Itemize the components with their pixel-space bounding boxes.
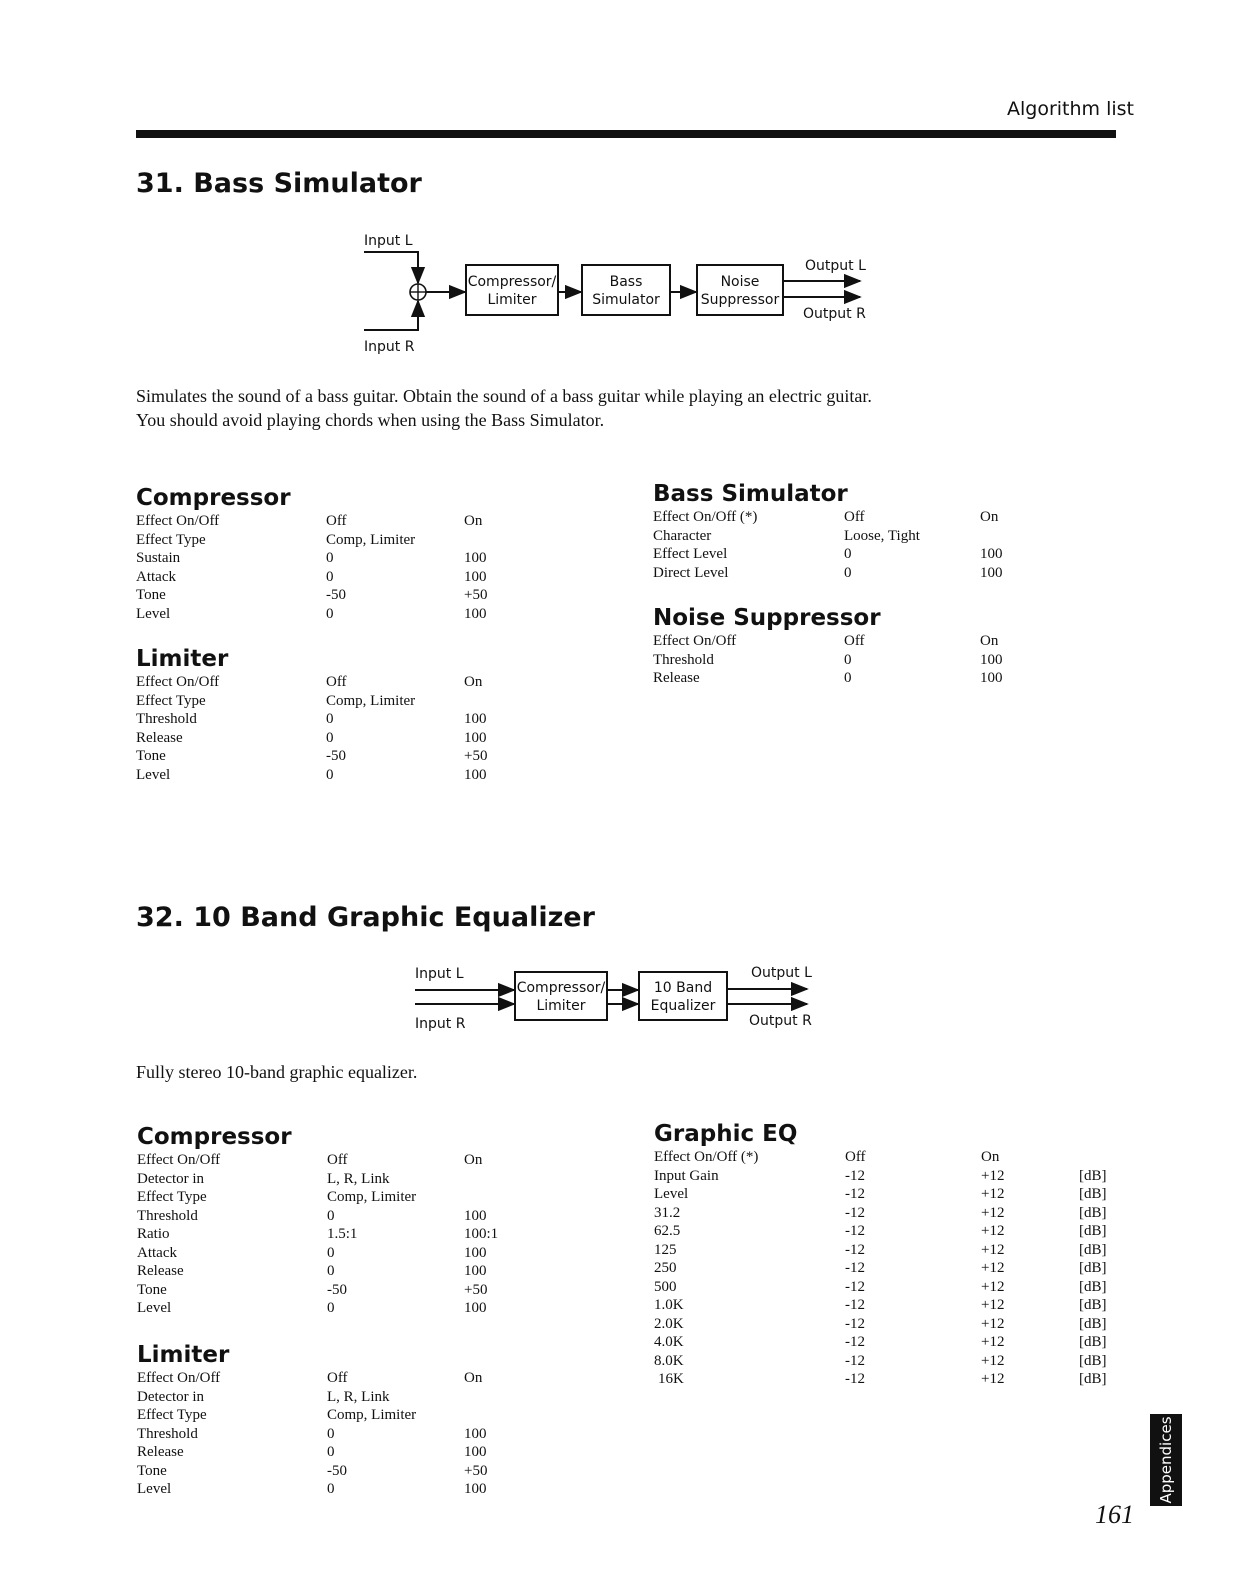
- param-max: On: [464, 1370, 483, 1386]
- block-label: Equalizer: [650, 998, 716, 1014]
- param-name: Detector in: [137, 1170, 205, 1187]
- param-name: Effect Level: [653, 546, 728, 562]
- param-row: [653, 564, 1113, 583]
- param-row: [136, 710, 556, 729]
- param-name: Character: [653, 527, 712, 544]
- param-row: [136, 586, 556, 605]
- param-row: [653, 527, 1113, 546]
- section-32-description: [136, 1060, 417, 1084]
- param-row: [136, 605, 556, 624]
- param-row: [653, 651, 1113, 670]
- param-max: +12: [981, 1352, 1005, 1369]
- param-row: [136, 531, 556, 550]
- param-min: Off: [845, 1149, 866, 1165]
- block-label: Suppressor: [700, 292, 780, 308]
- param-min: -12: [845, 1371, 865, 1387]
- param-name: 4.0K: [654, 1334, 684, 1350]
- param-row: [653, 508, 1113, 527]
- param-min: 0: [326, 711, 334, 727]
- param-unit: [dB]: [1079, 1204, 1107, 1221]
- param-row: [137, 1207, 557, 1226]
- graphic-eq-signal-diagram: [405, 958, 825, 1038]
- diagram-output-r-label: Output R: [803, 306, 866, 322]
- param-name: Level: [136, 605, 171, 622]
- diagram-input-r-label: Input R: [415, 1016, 466, 1032]
- param-row: [654, 1148, 1124, 1167]
- diagram-output-r-label: Output R: [749, 1013, 812, 1029]
- section-32-title: 32. 10 Band Graphic Equalizer: [136, 902, 595, 933]
- diagram-output-l-label: Output L: [805, 258, 866, 274]
- param-name: Effect Type: [137, 1189, 207, 1205]
- param-max: 100: [464, 1244, 487, 1261]
- param-name: Release: [653, 670, 700, 686]
- param-name: Effect Type: [136, 531, 206, 548]
- param-min: 0: [327, 1481, 335, 1497]
- param-row: [137, 1425, 557, 1444]
- param-row: [653, 632, 1113, 651]
- param-row: [654, 1222, 1124, 1241]
- param-min: 0: [327, 1263, 335, 1279]
- param-name: Threshold: [136, 711, 197, 727]
- group-title: Noise Suppressor: [653, 605, 881, 631]
- param-min: Loose, Tight: [844, 527, 920, 544]
- param-min: -12: [845, 1334, 865, 1350]
- param-unit: [dB]: [1079, 1352, 1107, 1369]
- param-name: 62.5: [654, 1223, 681, 1239]
- param-min: -12: [845, 1315, 865, 1332]
- param-row: [137, 1188, 557, 1207]
- param-min: -12: [845, 1186, 865, 1202]
- param-min: Off: [327, 1152, 348, 1168]
- param-max: 100: [464, 605, 487, 622]
- param-max: +12: [981, 1223, 1005, 1239]
- param-row: [654, 1296, 1124, 1315]
- param-name: Level: [137, 1481, 172, 1497]
- param-max: On: [464, 513, 483, 529]
- param-row: [654, 1315, 1124, 1334]
- param-max: 100: [464, 711, 487, 727]
- param-min: -50: [327, 1281, 347, 1298]
- param-name: Effect On/Off (*): [654, 1149, 759, 1165]
- compressor-params-32: [137, 1123, 557, 1318]
- param-min: L, R, Link: [327, 1388, 390, 1405]
- param-row: [137, 1151, 557, 1170]
- param-min: 0: [327, 1300, 335, 1316]
- param-unit: [dB]: [1079, 1260, 1107, 1276]
- param-name: Sustain: [136, 550, 181, 566]
- param-name: Detector in: [137, 1388, 205, 1405]
- param-name: 1.0K: [654, 1297, 684, 1313]
- param-max: +12: [981, 1167, 1005, 1184]
- bass-simulator-signal-diagram: [350, 225, 880, 360]
- param-name: Effect On/Off (*): [653, 509, 758, 525]
- param-min: 1.5:1: [327, 1226, 358, 1242]
- param-row: [137, 1369, 557, 1388]
- param-name: Tone: [136, 587, 166, 603]
- param-name: Effect On/Off: [136, 513, 220, 529]
- param-unit: [dB]: [1079, 1278, 1107, 1295]
- param-row: [654, 1352, 1124, 1371]
- param-name: Direct Level: [653, 564, 729, 581]
- block-label: 10 Band: [653, 980, 713, 996]
- param-max: 100: [464, 568, 487, 585]
- param-name: Effect On/Off: [653, 633, 737, 649]
- param-max: +12: [981, 1334, 1005, 1350]
- param-min: 0: [844, 546, 852, 562]
- param-min: Off: [327, 1370, 348, 1386]
- param-name: Effect Type: [137, 1407, 207, 1423]
- param-row: [654, 1185, 1124, 1204]
- param-max: 100: [980, 651, 1003, 668]
- param-min: Comp, Limiter: [326, 531, 416, 548]
- param-min: -12: [845, 1260, 865, 1276]
- param-name: 250: [654, 1260, 677, 1276]
- param-min: Off: [326, 674, 347, 690]
- group-title: Limiter: [137, 1342, 230, 1368]
- param-max: On: [981, 1149, 1000, 1165]
- param-min: 0: [327, 1207, 335, 1224]
- param-min: 0: [327, 1425, 335, 1442]
- param-row: [136, 692, 556, 711]
- param-min: Comp, Limiter: [326, 692, 416, 709]
- param-name: Effect Type: [136, 692, 206, 709]
- param-unit: [dB]: [1079, 1315, 1107, 1332]
- param-min: 0: [327, 1244, 335, 1261]
- diagram-input-l-label: Input L: [415, 966, 464, 982]
- graphic-eq-params: [654, 1120, 1124, 1389]
- group-title: Graphic EQ: [654, 1121, 798, 1147]
- param-min: -50: [326, 587, 346, 603]
- param-row: [137, 1262, 557, 1281]
- param-name: 8.0K: [654, 1352, 684, 1369]
- param-unit: [dB]: [1079, 1167, 1107, 1184]
- param-name: Ratio: [137, 1226, 170, 1242]
- param-row: [136, 549, 556, 568]
- param-min: Off: [844, 633, 865, 649]
- param-min: Comp, Limiter: [327, 1407, 417, 1423]
- param-min: 0: [844, 670, 852, 686]
- param-max: +12: [981, 1297, 1005, 1313]
- param-name: Level: [137, 1300, 172, 1316]
- param-row: [136, 673, 556, 692]
- param-name: Tone: [136, 748, 166, 764]
- param-unit: [dB]: [1079, 1241, 1107, 1258]
- param-max: +12: [981, 1260, 1005, 1276]
- section-31-description: [136, 384, 872, 432]
- param-max: 100: [464, 1481, 487, 1497]
- param-max: 100: [464, 766, 487, 783]
- group-title: Bass Simulator: [653, 481, 848, 507]
- param-row: [136, 512, 556, 531]
- param-name: Effect On/Off: [137, 1370, 221, 1386]
- param-row: [654, 1259, 1124, 1278]
- param-max: 100: [464, 1444, 487, 1460]
- param-unit: [dB]: [1079, 1297, 1107, 1313]
- param-row: [654, 1278, 1124, 1297]
- param-min: -50: [326, 748, 346, 764]
- param-min: -12: [845, 1204, 865, 1221]
- param-row: [137, 1443, 557, 1462]
- param-min: -12: [845, 1352, 865, 1369]
- block-label: Compressor/: [467, 274, 557, 290]
- param-row: [654, 1370, 1124, 1389]
- param-max: +50: [464, 587, 488, 603]
- param-min: -12: [845, 1241, 865, 1258]
- param-max: 100:1: [464, 1226, 499, 1242]
- param-min: 0: [326, 568, 334, 585]
- block-label: Limiter: [536, 998, 586, 1014]
- param-max: 100: [464, 1300, 487, 1316]
- param-max: On: [980, 509, 999, 525]
- page-number: 161: [1095, 1500, 1134, 1529]
- tab-label: Appendices: [1157, 1416, 1175, 1504]
- param-name: Release: [136, 729, 183, 746]
- param-name: Input Gain: [654, 1167, 719, 1184]
- param-name: Tone: [137, 1281, 167, 1298]
- param-name: Release: [137, 1444, 184, 1460]
- param-max: +50: [464, 1281, 488, 1298]
- block-label: Limiter: [487, 292, 537, 308]
- bass-simulator-params: [653, 480, 1113, 582]
- param-row: [654, 1204, 1124, 1223]
- param-row: [136, 568, 556, 587]
- param-name: 500: [654, 1278, 677, 1295]
- compressor-params-31: [136, 484, 556, 623]
- param-row: [136, 747, 556, 766]
- param-min: 0: [326, 766, 334, 783]
- limiter-params-32: [137, 1341, 557, 1499]
- section-31-title: 31. Bass Simulator: [136, 168, 422, 199]
- param-min: -12: [845, 1223, 865, 1239]
- param-max: +12: [981, 1371, 1005, 1387]
- diagram-output-l-label: Output L: [751, 965, 812, 981]
- param-min: Off: [326, 513, 347, 529]
- param-row: [137, 1388, 557, 1407]
- param-row: [137, 1225, 557, 1244]
- param-name: Release: [137, 1263, 184, 1279]
- param-row: [137, 1244, 557, 1263]
- param-row: [137, 1462, 557, 1481]
- param-unit: [dB]: [1079, 1186, 1107, 1202]
- param-min: 0: [844, 651, 852, 668]
- param-name: Tone: [137, 1462, 167, 1479]
- param-name: 125: [654, 1241, 677, 1258]
- param-unit: [dB]: [1079, 1223, 1107, 1239]
- param-row: [654, 1333, 1124, 1352]
- param-max: +12: [981, 1315, 1005, 1332]
- description-line: Fully stereo 10-band graphic equalizer.: [136, 1062, 418, 1082]
- noise-suppressor-params: [653, 604, 1113, 688]
- param-min: -12: [845, 1167, 865, 1184]
- param-row: [654, 1167, 1124, 1186]
- appendices-tab: [1150, 1414, 1182, 1506]
- param-name: Attack: [137, 1244, 177, 1261]
- param-unit: [dB]: [1079, 1334, 1107, 1350]
- param-name: Attack: [136, 568, 176, 585]
- param-row: [137, 1170, 557, 1189]
- param-min: -50: [327, 1462, 347, 1479]
- description-line: You should avoid playing chords when using the Bass Simulator.: [136, 410, 605, 430]
- param-max: +12: [981, 1241, 1005, 1258]
- param-max: 100: [464, 1207, 487, 1224]
- param-min: L, R, Link: [327, 1170, 390, 1187]
- param-min: 0: [844, 564, 852, 581]
- param-max: On: [980, 633, 999, 649]
- block-label: Simulator: [592, 292, 660, 308]
- param-name: 31.2: [654, 1204, 681, 1221]
- description-line: Simulates the sound of a bass guitar. Obtain the sound of a bass guitar while playing an electric guitar.: [136, 386, 872, 406]
- param-row: [654, 1241, 1124, 1260]
- param-row: [653, 545, 1113, 564]
- param-row: [136, 729, 556, 748]
- block-label: Compressor/: [516, 980, 606, 996]
- param-min: 0: [327, 1444, 335, 1460]
- param-max: +12: [981, 1186, 1005, 1202]
- param-max: 100: [464, 729, 487, 746]
- diagram-input-r-label: Input R: [364, 339, 415, 355]
- param-min: -12: [845, 1297, 865, 1313]
- group-title: Compressor: [136, 485, 291, 511]
- limiter-params-31: [136, 645, 556, 784]
- param-max: +12: [981, 1278, 1005, 1295]
- param-name: Threshold: [137, 1425, 198, 1442]
- param-row: [137, 1299, 557, 1318]
- param-row: [136, 766, 556, 785]
- param-min: 0: [326, 605, 334, 622]
- param-name: Effect On/Off: [137, 1152, 221, 1168]
- param-name: Effect On/Off: [136, 674, 220, 690]
- param-row: [137, 1406, 557, 1425]
- param-max: +50: [464, 748, 488, 764]
- param-max: On: [464, 674, 483, 690]
- param-min: 0: [326, 550, 334, 566]
- param-unit: [dB]: [1079, 1371, 1107, 1387]
- group-title: Limiter: [136, 646, 229, 672]
- param-name: Threshold: [653, 651, 714, 668]
- param-min: Comp, Limiter: [327, 1189, 417, 1205]
- param-name: 2.0K: [654, 1315, 684, 1332]
- param-row: [137, 1480, 557, 1499]
- param-max: 100: [980, 564, 1003, 581]
- param-name: Level: [654, 1186, 689, 1202]
- block-label: Noise: [720, 274, 760, 290]
- param-min: 0: [326, 729, 334, 746]
- param-min: -12: [845, 1278, 865, 1295]
- diagram-input-l-label: Input L: [364, 233, 413, 249]
- param-name: Level: [136, 766, 171, 783]
- param-name: 16K: [658, 1371, 684, 1387]
- param-max: +50: [464, 1462, 488, 1479]
- param-row: [137, 1281, 557, 1300]
- header-rule: [136, 130, 1116, 138]
- param-max: On: [464, 1152, 483, 1168]
- param-max: 100: [980, 546, 1003, 562]
- param-row: [653, 669, 1113, 688]
- param-max: +12: [981, 1204, 1005, 1221]
- block-label: Bass: [609, 274, 643, 290]
- param-max: 100: [980, 670, 1003, 686]
- group-title: Compressor: [137, 1124, 292, 1150]
- param-min: Off: [844, 509, 865, 525]
- param-max: 100: [464, 1425, 487, 1442]
- param-max: 100: [464, 550, 487, 566]
- param-max: 100: [464, 1263, 487, 1279]
- param-name: Threshold: [137, 1207, 198, 1224]
- running-header: Algorithm list: [1007, 98, 1134, 120]
